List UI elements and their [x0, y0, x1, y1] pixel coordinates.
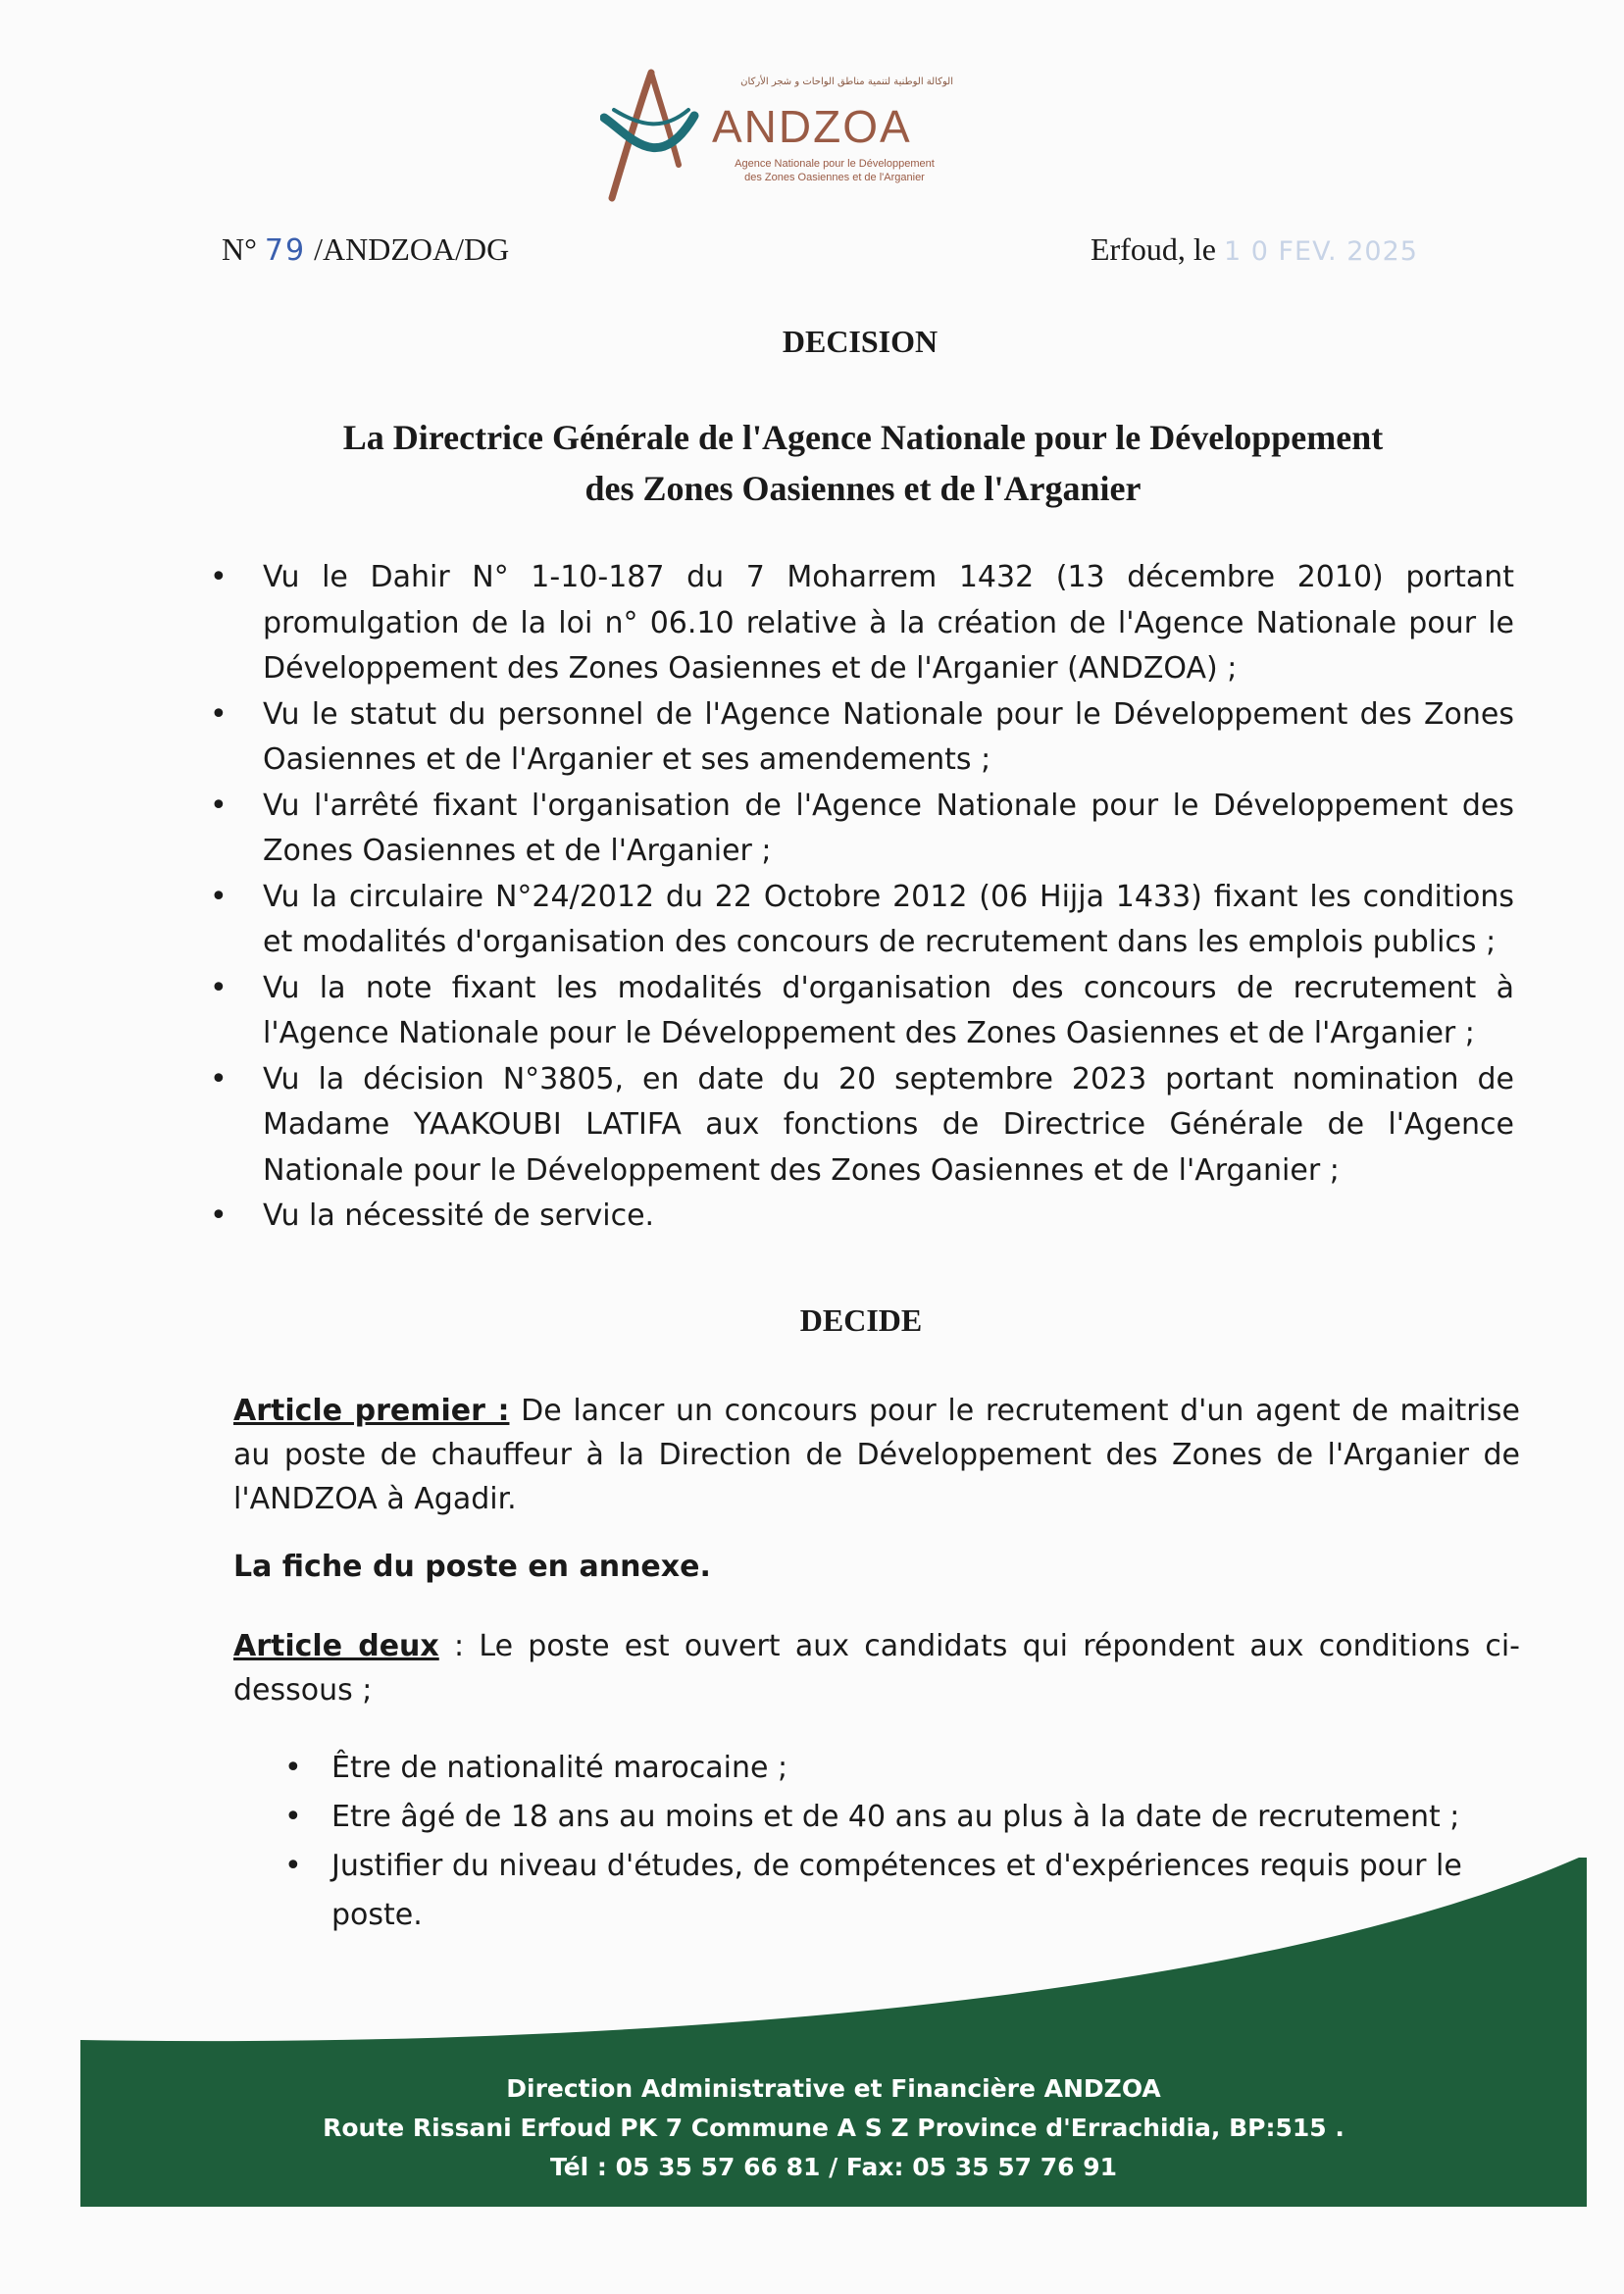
article-deux-label: Article deux [233, 1629, 439, 1663]
date-stamp: 1 0 FEV. 2025 [1223, 236, 1418, 267]
reference-number [222, 231, 509, 268]
reference-suffix: /ANDZOA/DG [314, 231, 510, 267]
footer-line-direction: Direction Administrative et Financière ANDZOA [506, 2074, 1161, 2103]
considerations-list [210, 555, 1514, 1240]
logo-subtitle [712, 157, 957, 184]
director-title [0, 412, 1624, 514]
article-premier-label: Article premier : [233, 1394, 510, 1428]
consideration-item: • Vu l'arrêté fixant l'organisation de l'Agence Nationale pour le Développement des Zones Oasiennes et de l'Arganier ; [210, 784, 1514, 875]
consideration-item: • Vu la circulaire N°24/2012 du 22 Octobre 2012 (06 Hijja 1433) fixant les conditions et modalités d'organisation des concours de recrutement dans les emplois publics ; [210, 875, 1514, 966]
consideration-item: • Vu le statut du personnel de l'Agence Nationale pour le Développement des Zones Oasiennes et de l'Arganier et ses amendements ; [210, 692, 1514, 784]
consideration-item: • Vu la décision N°3805, en date du 20 septembre 2023 portant nomination de Madame YAAKOUBI LATIFA aux fonctions de Directrice Générale de l'Agence Nationale pour le Développement des Zones Oasiennes et de l'Arganier ; [210, 1057, 1514, 1195]
logo-subtitle-line1: Agence Nationale pour le Développement [735, 158, 935, 170]
footer-address [80, 2069, 1587, 2187]
condition-item: • Etre âgé de 18 ans au moins et de 40 ans au plus à la date de recrutement ; [284, 1793, 1540, 1842]
andzoa-logo [600, 67, 953, 204]
reference-prefix: N° [222, 231, 257, 267]
director-title-line1: La Directrice Générale de l'Agence Nationale pour le Développement [342, 418, 1384, 457]
article-deux-text: : Le poste est ouvert aux candidats qui répondent aux conditions ci-dessous ; [233, 1629, 1520, 1708]
logo-name: ANDZOA [712, 101, 912, 152]
condition-item: • Justifier du niveau d'études, de compétences et d'expériences requis pour le poste. [284, 1842, 1540, 1940]
place-label: Erfoud, le [1091, 231, 1216, 267]
andzoa-emblem-icon [600, 67, 708, 204]
decide-title: DECIDE [799, 1302, 923, 1338]
article-premier-text: De lancer un concours pour le recrutement d'un agent de maitrise au poste de chauffeur à la Direction de Développement des Zones de l'Arganier de l'ANDZOA à Agadir. [233, 1394, 1520, 1516]
condition-item: • Être de nationalité marocaine ; [284, 1744, 1540, 1793]
consideration-item: • Vu le Dahir N° 1-10-187 du 7 Moharrem 1432 (13 décembre 2010) portant promulgation de la loi n° 06.10 relative à la création de l'Agence Nationale pour le Développement des Zones Oasiennes et de l'Arganier (ANDZOA) ; [210, 555, 1514, 692]
consideration-item: • Vu la note fixant les modalités d'organisation des concours de recrutement à l'Agence Nationale pour le Développement des Zones Oasiennes et de l'Arganier ; [210, 966, 1514, 1057]
place-date [1091, 231, 1418, 268]
article-premier [233, 1389, 1520, 1521]
footer-line-address: Route Rissani Erfoud PK 7 Commune A S Z Province d'Errachidia, BP:515 . [323, 2114, 1345, 2142]
director-title-line2: des Zones Oasiennes et de l'Arganier [584, 469, 1142, 508]
decision-title: DECISION [782, 324, 939, 359]
footer-line-phone: Tél : 05 35 57 66 81 / Fax: 05 35 57 76 91 [549, 2153, 1118, 2181]
consideration-item: • Vu la nécessité de service. [210, 1194, 1514, 1240]
annexe-note: La fiche du poste en annexe. [233, 1550, 711, 1584]
logo-arabic-name: الوكالة الوطنية لتنمية مناطق الواحات و شجر الأركان [740, 76, 953, 87]
article-deux [233, 1624, 1520, 1712]
logo-subtitle-line2: des Zones Oasiennes et de l'Arganier [744, 172, 925, 183]
reference-handwritten-number: 79 [264, 233, 307, 268]
